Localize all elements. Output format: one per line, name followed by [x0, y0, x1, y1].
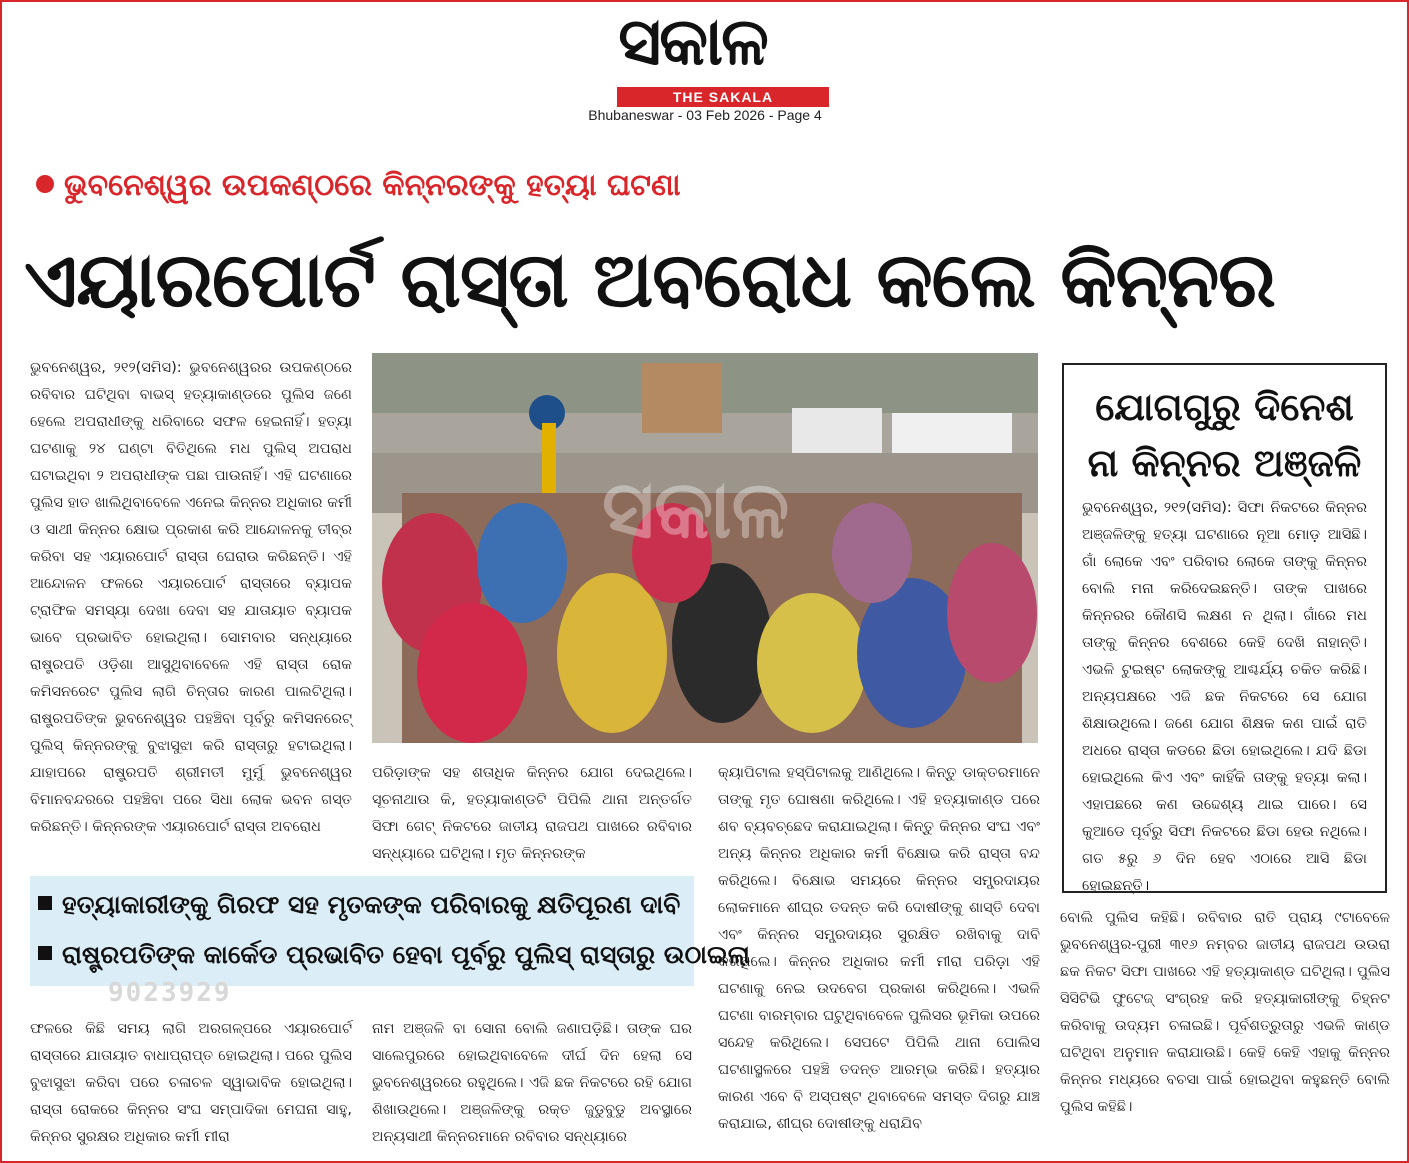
article-column-2	[372, 760, 692, 870]
article-text: ପରିଡ଼ାଙ୍କ ସହ ଶତାଧିକ କିନ୍ନର ଯୋଗ ଦେଇଥିଲେ। ସୂଚନାଥାଉ କି, ହତ୍ୟାକାଣ୍ଡଟି ପିପିଲି ଥାନା ଅନ୍ତର୍ଗତ ସିଫା ଗେଟ୍ ନିକଟରେ ଜାତୀୟ ରାଜପଥ ପାଖରେ ରବିବାର ସନ୍ଧ୍ୟାରେ ଘଟିଥିଲା। ମୃତ କିନ୍ନରଙ୍କ	[372, 765, 692, 862]
sidebar-body: ଭୁବନେଶ୍ୱର, ୨୧୨(ସମିସ): ସିଫା ନିକଟରେ କିନ୍ନର ଅଞ୍ଜଳିଙ୍କୁ ହତ୍ୟା ଘଟଣାରେ ନୂଆ ମୋଡ଼ ଆସିଛି। ଗାଁ ଲୋକେ ଏବଂ ପରିବାର ଲୋକେ ତାଙ୍କୁ କିନ୍ନର ବୋଲି ମନା କରିଦେଇଛନ୍ତି। ତାଙ୍କ ପାଖରେ କିନ୍ନରର କୌଣସି ଲକ୍ଷଣ ନ ଥିଲା। ଗାଁରେ ମଧ ତାଙ୍କୁ କିନ୍ନର ବେଶରେ କେହି ଦେଖି ନାହାନ୍ତି। ଏଭଳି ଟୁଇଷ୍ଟ ଲୋକଙ୍କୁ ଆଶ୍ଚର୍ଯ୍ୟ ଚକିତ କରିଛି। ଅନ୍ୟପକ୍ଷରେ ଏଜି ଛକ ନିକଟରେ ସେ ଯୋଗ ଶିକ୍ଷାଉଥିଲେ। ଜଣେ ଯୋଗ ଶିକ୍ଷକ କଣ ପାଇଁ ରାତି ଅଧରେ ରାସ୍ତା କଡରେ ଛିଡା ହୋଇଥିଲେ। ଯଦି ଛିଡା ହୋଇଥିଲେ କିଏ ଏବଂ କାହିଁକି ତାଙ୍କୁ ହତ୍ୟା କଲା। ଏହାପଛରେ କଣ ଉଦ୍ଦେଶ୍ୟ ଥାଇ ପାରେ। ସେ କୁଆଡେ ପୂର୍ବରୁ ସିଫା ନିକଟରେ ଛିଡା ହେଉ ନଥିଲେ। ଗତ ୫ରୁ ୬ ଦିନ ହେବ ଏଠାରେ ଆସି ଛିଡା ହୋଇଛନ୍ତି।	[1082, 500, 1367, 894]
headline: ଏୟାରପୋର୍ଟ ରାସ୍ତା ଅବରୋଧ କଲେ କିନ୍ନର	[24, 235, 1275, 324]
sidebar-story-box	[1062, 363, 1387, 893]
article-column-5	[372, 1016, 692, 1146]
sidebar-title-line-2: ନା କିନ୍ନର ଅଞ୍ଜଳି	[1087, 441, 1362, 485]
bullet-icon	[36, 175, 54, 193]
article-text: ବୋଲି ପୁଲିସ କହିଛି। ରବିବାର ରାତି ପ୍ରାୟ ୯ଟାବେଳେ ଭୁବନେଶ୍ୱର-ପୁରୀ ୩୧୬ ନମ୍ବର ଜାତୀୟ ରାଜପଥ ଉଉରା ଛକ ନିକଟ ସିଫା ପାଖରେ ଏହି ହତ୍ୟାକାଣ୍ଡ ଘଟିଥିଲା। ପୁଲିସ ସିସିଟିଭି ଫୁଟେଜ୍ ସଂଗ୍ରହ କରି ହତ୍ୟାକାରୀଙ୍କୁ ଚିହ୍ନଟ କରିବାକୁ ଉଦ୍ୟମ ଚଳାଇଛି। ପୂର୍ବଶତ୍ରୁତାରୁ ଏଭଳି କାଣ୍ଡ ଘଟିଥିବା ଅନୁମାନ କରାଯାଉଛି। କେହି କେହି ଏହାକୁ କିନ୍ନର କିନ୍ନର ମଧ୍ୟରେ ବଚସା ପାଇଁ ହୋଇଥିବା କହୁଛନ୍ତି ବୋଲି ପୁଲିସ କହିଛି।	[1060, 910, 1390, 1115]
logo-tagline: THE SAKALA	[672, 89, 774, 105]
article-column-6	[1060, 905, 1390, 1145]
protest-photo	[372, 353, 1038, 743]
sidebar-title	[1064, 379, 1385, 491]
highlight-text: ହତ୍ୟାକାରୀଙ୍କୁ ଗିରଫ ସହ ମୃତକଙ୍କ ପରିବାରକୁ କ୍ଷତିପୂରଣ ଦାବି	[62, 890, 681, 919]
article-column-1	[30, 355, 352, 865]
highlight-text: ରାଷ୍ଟ୍ରପତିଙ୍କ କାର୍କେଡ ପ୍ରଭାବିତ ହେବା ପୂର୍ବରୁ ପୁଲିସ୍ ରାସ୍ତାରୁ ଉଠାଇଲା	[62, 940, 751, 969]
logo-tagline-bar	[617, 87, 829, 107]
kicker-text: ଭୁବନେଶ୍ୱର ଉପକଣ୍ଠରେ କିନ୍ନରଙ୍କୁ ହତ୍ୟା ଘଟଣା	[64, 168, 681, 203]
highlight-item	[38, 940, 750, 970]
dateline: Bhubaneswar - 03 Feb 2026 - Page 4	[588, 107, 822, 123]
article-text: ନାମ ଅଞ୍ଜଳି ବା ସୋନା ବୋଲି ଜଣାପଡ଼ିଛି। ତାଙ୍କ ଘର ସାଲେପୁରରେ ହୋଇଥିବାବେଳେ ଦୀର୍ଘ ଦିନ ହେଲା ସେ ଭୁବନେଶ୍ୱରରେ ରହୁଥିଲେ। ଏଜି ଛକ ନିକଟରେ ରହି ଯୋଗ ଶିଖାଉଥିଲେ। ଅଞ୍ଜଳିଙ୍କୁ ରକ୍ତ ଜୁଡୁବୁଡୁ ଅବସ୍ଥାରେ ଅନ୍ୟସାଥୀ କିନ୍ନରମାନେ ରବିବାର ସନ୍ଧ୍ୟାରେ	[372, 1021, 692, 1145]
highlights-box	[30, 876, 751, 986]
page-code: 9023929	[108, 978, 232, 1008]
article-text: କ୍ୟାପିଟାଲ ହସ୍ପିଟାଲକୁ ଆଣିଥିଲେ। କିନ୍ତୁ ଡାକ୍ତରମାନେ ତାଙ୍କୁ ମୃତ ଘୋଷଣା କରିଥିଲେ। ଏହି ହତ୍ୟାକାଣ୍ଡ ପରେ ଶବ ବ୍ୟବଚ୍ଛେଦ କରାଯାଇଥିଲା। କିନ୍ତୁ କିନ୍ନର ସଂଘ ଏବଂ ଅନ୍ୟ କିନ୍ନର ଅଧିକାର କର୍ମୀ ବିକ୍ଷୋଭ କରି ରାସ୍ତା ବନ୍ଦ କରିଥିଲେ। ବିକ୍ଷୋଭ ସମୟରେ କିନ୍ନର ସମ୍ପ୍ରଦାୟର ଲୋକମାନେ ଶୀଘ୍ର ତଦନ୍ତ କରି ଦୋଷୀଙ୍କୁ ଶାସ୍ତି ଦେବା ଏବଂ କିନ୍ନର ସମ୍ପ୍ରଦାୟର ସୁରକ୍ଷିତ ରଖିବାକୁ ଦାବି କରିଥିଲେ। କିନ୍ନର ଅଧିକାର କର୍ମୀ ମୀରା ପରିଡ଼ା ଏହି ଘଟଣାକୁ ନେଇ ଉଦବେଗ ପ୍ରକାଶ କରିଥିଲେ। ଏଭଳି ଘଟଣା ବାରମ୍ବାର ଘଟୁଥିବାବେଳେ ପୁଲିସର ଭୂମିକା ଉପରେ ସନ୍ଦେହ କରିଥିଲେ। ସେପଟେ ପିପିଲି ଥାନା ପୋଲିସ ଘଟଣାସ୍ଥଳରେ ପହଞ୍ଚି ତଦନ୍ତ ଆରମ୍ଭ କରିଛି। ହତ୍ୟାର କାରଣ ଏବେ ବି ଅସ୍ପଷ୍ଟ ଥିବାବେଳେ ସମସ୍ତ ଦିଗରୁ ଯାଞ୍ଚ କରାଯାଇ, ଶୀଘ୍ର ଦୋଷୀଙ୍କୁ ଧରାଯିବ	[718, 765, 1040, 1132]
newspaper-logo	[555, 3, 830, 105]
article-text: ଫଳରେ କିଛି ସମୟ ଲାଗି ଅରଗଳ୍ପରେ ଏୟାରପୋର୍ଟ ରାସ୍ତାରେ ଯାତାୟାତ ବାଧାପ୍ରାପ୍ତ ହୋଇଥିଲା। ପରେ ପୁଲିସ ବୁଝାସୁଝା କରିବା ପରେ ଚଳାଚଳ ସ୍ୱାଭାବିକ ହୋଇଥିଲା। ରାସ୍ତା ରୋକରେ କିନ୍ନର ସଂଘ ସମ୍ପାଦିକା ମେଘନା ସାହୁ, କିନ୍ନର ସୁରକ୍ଷର ଅଧିକାର କର୍ମୀ ମୀରା	[30, 1021, 352, 1145]
article-column-4	[30, 1016, 352, 1146]
article-text: ଭୁବନେଶ୍ୱର, ୨୧୨(ସମିସ): ଭୁବନେଶ୍ୱରର ଉପକଣ୍ଠରେ ରବିବାର ଘଟିଥିବା ବାଭସ୍ ହତ୍ୟାକାଣ୍ଡରେ ପୁଲିସ ଜଣେ ହେଲେ ଅପରାଧୀଙ୍କୁ ଧରିବାରେ ସଫଳ ହେଇନାହିଁ। ହତ୍ୟା ଘଟଣାକୁ ୨୪ ଘଣ୍ଟା ବିତିଥିଲେ ମଧ ପୁଲିସ୍ ଅପରାଧ ଘଟାଇଥିବା ୨ ଅପରାଧୀଙ୍କ ପଛା ପାଉନାହିଁ। ଏହି ଘଟଣାରେ ପୁଲିସ ହାତ ଖାଲିଥିବାବେଳେ ଏନେଇ କିନ୍ନର ଅଧିକାର କର୍ମୀ ଓ ସାଥୀ କିନ୍ନର କ୍ଷୋଭ ପ୍ରକାଶ କରି ଆନ୍ଦୋଳନକୁ ତୀବ୍ର କରିବା ସହ ଏୟାରପୋର୍ଟ ରାସ୍ତା ଘେରାଉ କରିଛନ୍ତି। ଏହି ଆନ୍ଦୋଳନ ଫଳରେ ଏୟାରପୋର୍ଟ ରାସ୍ତାରେ ବ୍ୟାପକ ଟ୍ରାଫିକ ସମସ୍ୟା ଦେଖା ଦେବା ସହ ଯାତାୟାତ ବ୍ୟାପକ ଭାବେ ପ୍ରଭାବିତ ହୋଇଥିଲା। ସୋମବାର ସନ୍ଧ୍ୟାରେ ରାଷ୍ଟ୍ରପତି ଓଡ଼ିଶା ଆସୁଥିବାବେଳେ ଏହି ରାସ୍ତା ରୋକ କମିସନରେଟ ପୁଲିସ ଲାଗି ଚିନ୍ତାର କାରଣ ପାଲଟିଥିଲା। ରାଷ୍ଟ୍ରପତିଙ୍କ ଭୁବନେଶ୍ୱର ପହଞ୍ଚିବା ପୂର୍ବରୁ କମିସନରେଟ୍ ପୁଲିସ୍ କିନ୍ନରଙ୍କୁ ବୁଝାସୁଝା କରି ରାସ୍ତାରୁ ହଟାଇଥିଲା। ଯାହାପରେ ରାଷ୍ଟ୍ରପତି ଶ୍ରୀମତୀ ମୁର୍ମୁ ଭୁବନେଶ୍ୱର ବିମାନବନ୍ଦରରେ ପହଞ୍ଚିବା ପରେ ସିଧା ଲୋକ ଭବନ ଗସ୍ତ କରିଛନ୍ତି। କିନ୍ନରଙ୍କ ଏୟାରପୋର୍ଟ ରାସ୍ତା ଅବରୋଧ	[30, 360, 352, 835]
sidebar-title-line-1: ଯୋଗଗୁରୁ ଦିନେଶ	[1095, 385, 1354, 429]
photo-watermark: ସକାଳ	[602, 463, 790, 556]
article-column-3	[718, 760, 1040, 1138]
square-bullet-icon	[38, 946, 52, 960]
kicker	[36, 168, 681, 203]
logo-wordmark: ସକାଳ	[618, 3, 767, 80]
square-bullet-icon	[38, 896, 52, 910]
highlight-item	[38, 890, 680, 920]
